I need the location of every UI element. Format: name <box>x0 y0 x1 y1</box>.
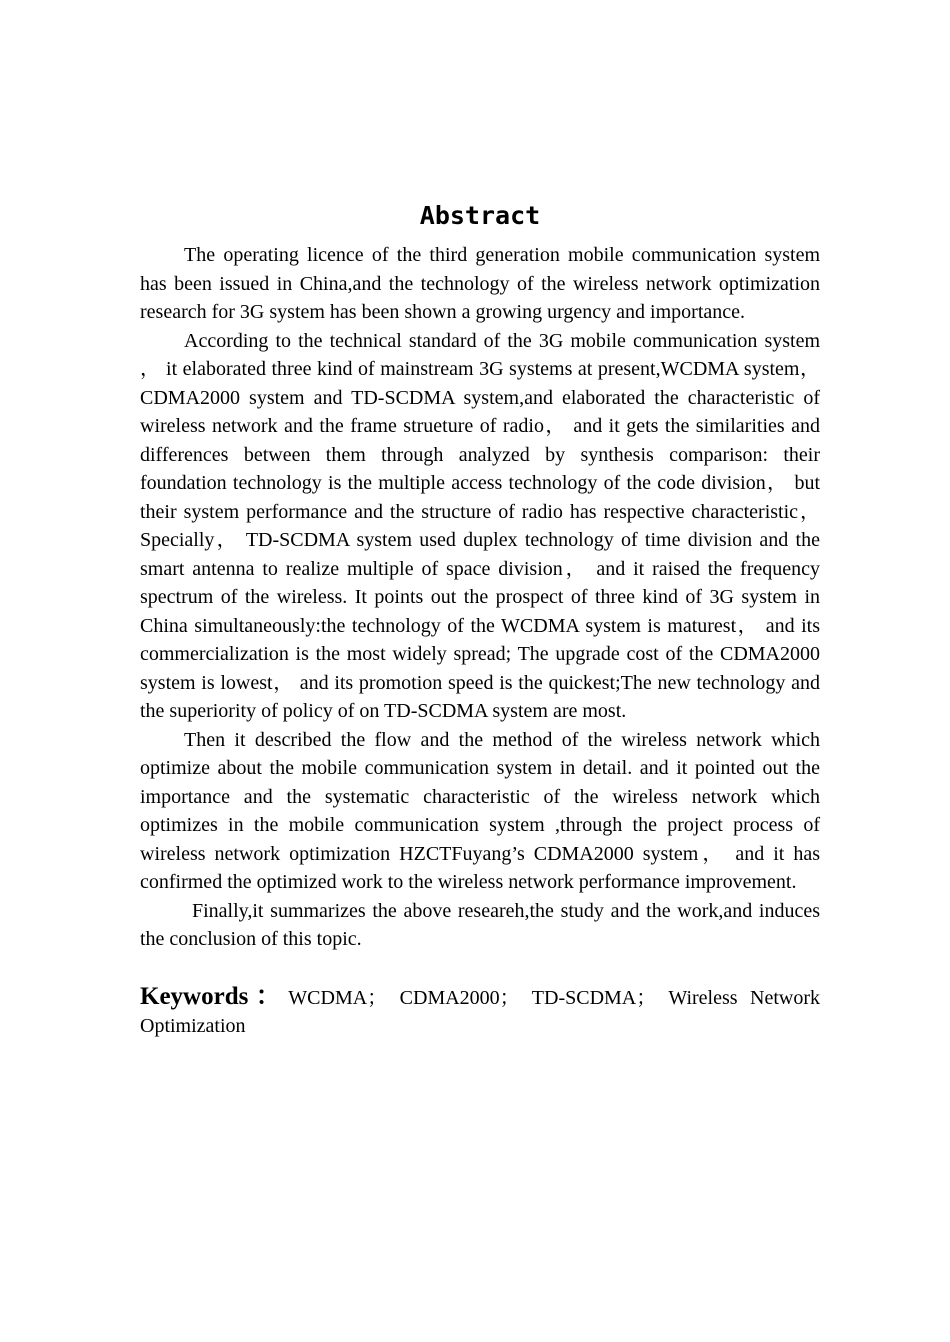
abstract-page <box>140 198 820 1041</box>
abstract-paragraph-4: Finally,it summarizes the above researeh,the study and the work,and induces the conclusion of this topic. <box>140 899 820 950</box>
keywords-label: Keywords： <box>140 982 289 1010</box>
abstract-title: Abstract <box>419 201 541 230</box>
abstract-paragraph-2: According to the technical standard of the 3G mobile communication system ， it elaborated three kind of mainstream 3G systems at present,WCDMA system， CDMA2000 system and TD-SCDMA system,and elaborated the characteristic of wireless network and the frame strueture of radio， and it gets the similarities and differences between them through analyzed by synthesis comparison: their foundation technology is the multiple access technology of the code division， but their system performance and the structure of radio has respective characteristic， Specially， TD-SCDMA system used duplex technology of time division and the smart antenna to realize multiple of space division， and it raised the frequency spectrum of the wireless. It points out the prospect of three kind of 3G system in China simultaneously:the technology of the WCDMA system is maturest， and its commercialization is the most widely spread; The upgrade cost of the CDMA2000 system is lowest， and its promotion speed is the quickest;The new technology and the superiority of policy of on TD-SCDMA system are most. <box>140 329 820 722</box>
keywords-line <box>140 983 820 1041</box>
abstract-paragraph-3: Then it described the flow and the method of the wireless network which optimize about the mobile communication system in detail. and it pointed out the importance and the systematic characteristic of the wireless network which optimizes in the mobile communication system ,through the project process of wireless network optimization HZCTFuyang’s CDMA2000 system， and it has confirmed the optimized work to the wireless network performance improvement. <box>140 728 820 893</box>
abstract-paragraph-1: The operating licence of the third generation mobile communication system has been issued in China,and the technology of the wireless network optimization research for 3G system has been shown a growing urgency and importance. <box>140 244 820 323</box>
keywords-list: WCDMA； CDMA2000； TD-SCDMA； Wireless Network Optimization <box>140 986 821 1037</box>
